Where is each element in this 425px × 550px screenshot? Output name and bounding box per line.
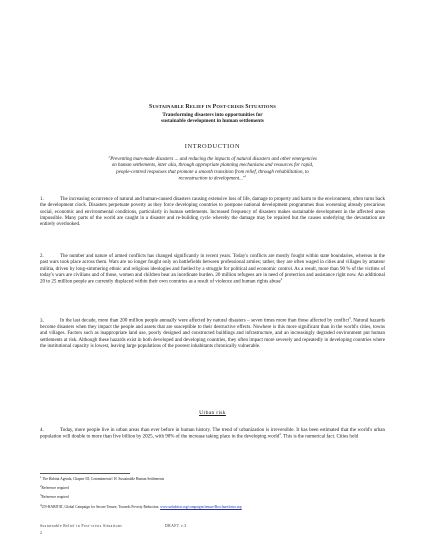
quote-line-1: "Preventing man-made disasters ... and reducing the impacts of natural disasters and other emergencies bbox=[108, 157, 317, 162]
footnote-4: $^4$UN-HABITAT, Global Campaign for Secure Tenure, Towards Poverty Reduction, www.unhabitat.org/campaigns/tenure/Brochure/intro.asp bbox=[40, 503, 242, 510]
footnote-ref-4[interactable]: 4 bbox=[279, 432, 281, 437]
subtitle-line-1: Transforming disasters into opportunities for bbox=[162, 111, 263, 118]
urban-risk-heading: Urban risk bbox=[199, 410, 226, 416]
document-subtitle bbox=[40, 112, 385, 125]
paragraph-2 bbox=[40, 254, 385, 286]
paragraph-3 bbox=[40, 318, 385, 350]
paragraph-number: 4. bbox=[40, 428, 44, 433]
footnote-ref-3[interactable]: 3 bbox=[349, 316, 351, 320]
footnote-link[interactable]: www.unhabitat.org/campaigns/tenure/Brochure/intro.asp bbox=[160, 505, 242, 510]
footnote-3: $^3$Reference required bbox=[40, 493, 69, 500]
quote-line-4: reconstruction to development..."$^1$ bbox=[178, 174, 247, 182]
document-title: SUSTAINABLE RELIEF IN POST-CRISIS SITUATIONS bbox=[149, 104, 276, 110]
introduction-heading: INTRODUCTION bbox=[184, 143, 241, 150]
paragraph-4 bbox=[40, 428, 385, 441]
footnote-divider bbox=[40, 473, 130, 474]
paragraph-text-cont: . Natural hazards become disasters when they impact the people and assets that are susceptible to their destructive effects. Nowhere is this more significant than in the world's cities, towns and villages. Factors such as inappropriate land use, poorly designed and constructed buildings and infrastructure, and an increasingly degraded environment put human settlements at risk. Although these hazards exist in both developed and developing countries, they often impact more severely and repeatedly in developing countries where the institutional capacity is lowest, leaving large populations of the poorest inhabitants chronically vulnerable. bbox=[40, 318, 386, 349]
paragraph-number: 3. bbox=[40, 318, 44, 324]
paragraph-text-cont: . This is the numerical fact. Cities hold bbox=[280, 434, 359, 440]
footer-draft-label: DRAFT v.3 bbox=[165, 524, 187, 528]
footnote-ref-2[interactable]: 2 bbox=[280, 277, 283, 282]
footer-title: Sustainable Relief in Post-crisis Situations bbox=[40, 524, 123, 528]
footnote-2: $^2$Reference required bbox=[40, 484, 69, 491]
paragraph-number: 2. bbox=[40, 254, 44, 259]
paragraph-1 bbox=[40, 197, 385, 228]
paragraph-number: 1. bbox=[40, 197, 44, 202]
quote-line-2: on human settlements, inter alia, through appropriate planning mechanisms and resources for rapid, bbox=[111, 163, 314, 169]
title-block bbox=[40, 104, 385, 125]
paragraph-text: The number and nature of armed conflicts has changed significantly in recent years. Today's conflicts are mostly fought within state boundaries, whereas in the past wars took place across them. Wars are no longer fought only on battlefields between professional armies; rather, they are often waged in cities and villages by amateur militia, driven by long-simmering ethnic and religious ideologies and fuelled by a struggle for political and economic control. As a result, more than 90 % of the victims of today's wars are civilians and of those, women and children bear an inordinate burden. 20 million refugees are in need of protection and assistance right now. An additional 20 to 25 million people are currently displaced within their own countries as a result of violence and human rights abuse bbox=[40, 254, 385, 285]
paragraph-text: Today, more people live in urban areas than ever before in human history. The trend of urbanization is irreversible. It has been estimated that the world's urban population will double to more than five billion by 2025, with 90% of the increase taking place in the developing world bbox=[40, 428, 385, 440]
paragraph-text: The increasing occurrence of natural and human-caused disasters causing extensive loss of life, damage to property and harm to the environment, often turns back the development clock. Disasters perpetuate poverty as they force developing countries to postpone national development programmes thus worsening already precarious social, economic and environmental conditions, particularly in human settlements. Increased frequency of disasters makes sustainable development in the affected areas impossible. Many parts of the world are caught in a disaster and re-building cycle whereby the damage may be repaired but the causes underlying the devastation are entirely overlooked. bbox=[40, 197, 385, 228]
paragraph-text: In the last decade, more than 200 million people annually were affected by natural disasters – seven times more than those affected by conflict bbox=[60, 318, 350, 324]
habitat-agenda-quote bbox=[40, 157, 385, 183]
footnote-1: $^1$ The Habitat Agenda, Chapter III, Commitments\\ H. Sustainable Human Settlements bbox=[40, 475, 165, 482]
footnote-ref-1[interactable]: 1 bbox=[244, 174, 247, 179]
page-footer bbox=[40, 524, 385, 528]
subtitle-line-2: sustainable development in human settlements bbox=[161, 118, 264, 125]
quote-line-3: people-centred responses that promote a smooth transition from relief, through rehabilitation, to bbox=[116, 169, 309, 175]
page-number: 2 bbox=[40, 531, 42, 535]
